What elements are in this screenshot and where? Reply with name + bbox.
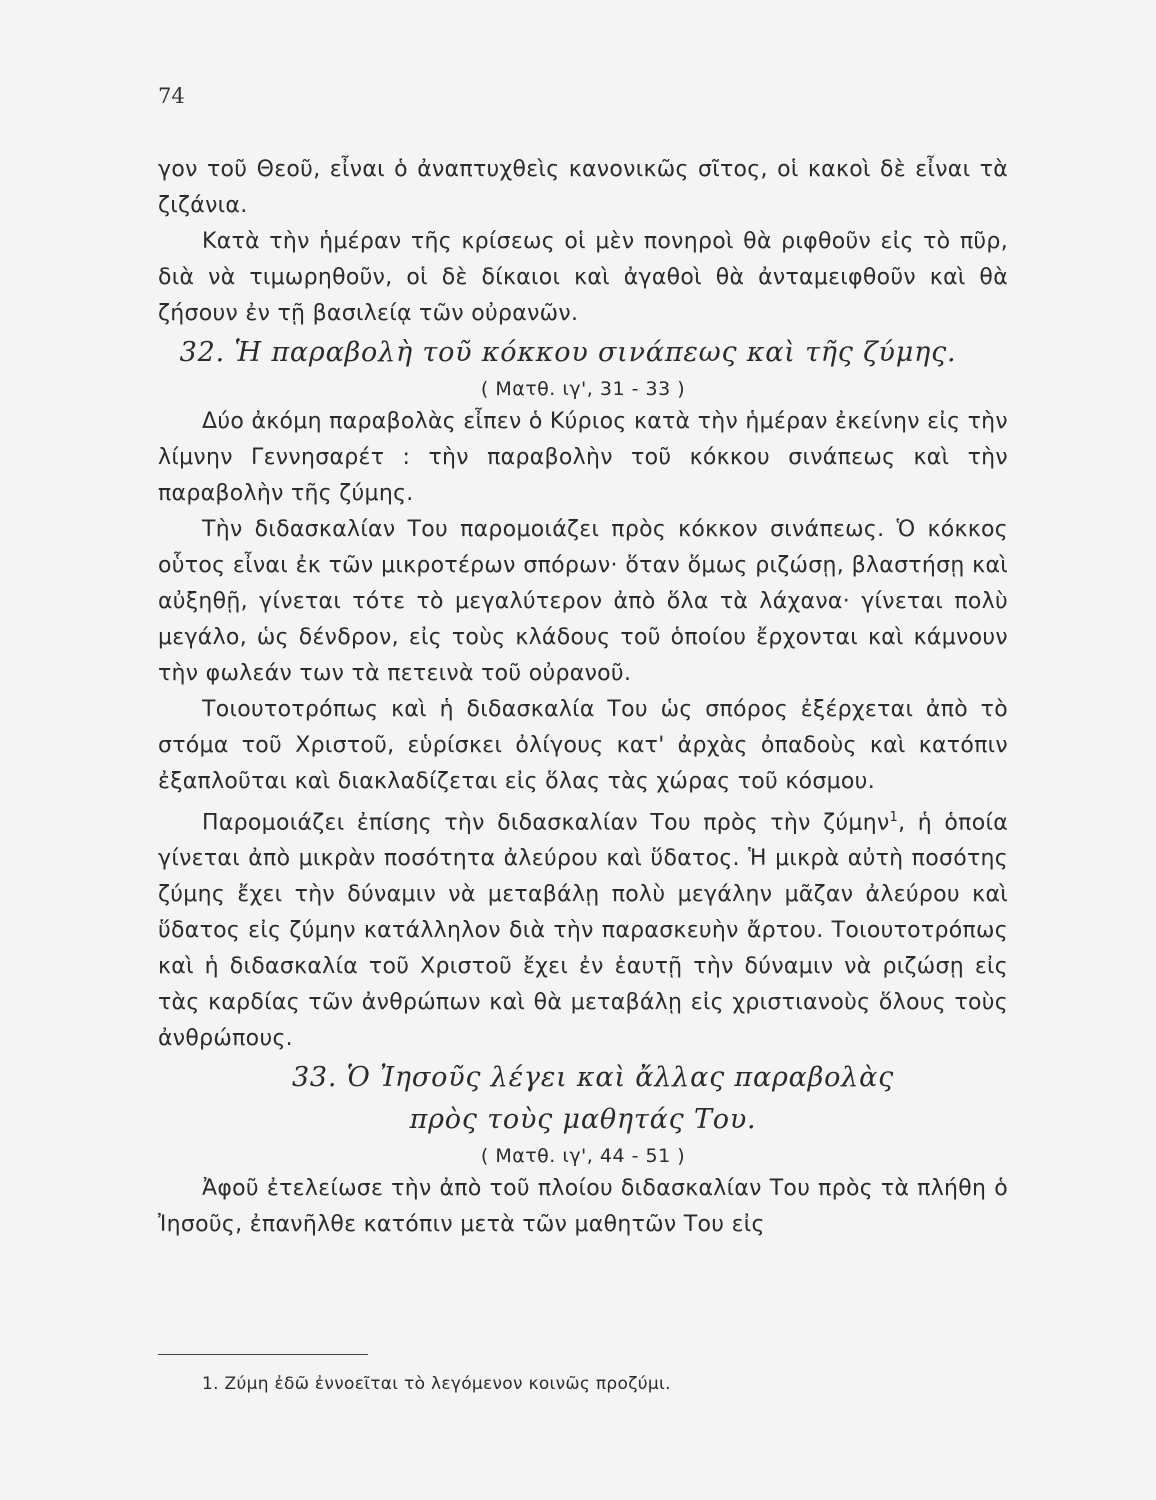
- page-body: [158, 152, 1008, 1243]
- paragraph-judgment: Κατὰ τὴν ἡμέραν τῆς κρίσεως οἱ μὲν πονηροὶ θὰ ριφθοῦν εἰς τὸ πῦρ, διὰ νὰ τιμωρηθοῦν, οἱ δὲ δίκαιοι καὶ ἀγαθοὶ θὰ ἀνταμειφθοῦν καὶ θὰ ζήσουν ἐν τῇ βασιλείᾳ τῶν οὐρανῶν.: [158, 229, 1008, 326]
- section-32-paragraph-4: [158, 800, 1008, 1057]
- paragraph-4-text-start: Παρομοιάζει ἐπίσης τὴν διδασκαλίαν Του πρὸς τὴν ζύμην: [202, 810, 890, 836]
- section-32-paragraph-3: Τοιουτοτρόπως καὶ ἡ διδασκαλία Του ὡς σπόρος ἐξέρχεται ἀπὸ τὸ στόμα τοῦ Χριστοῦ, εὑρίσκει ὀλίγους κατ' ἀρχὰς ὀπαδοὺς καὶ κατόπιν ἐξαπλοῦται καὶ διακλαδίζεται εἰς ὅλας τὰς χώρας τοῦ κόσμου.: [158, 697, 1008, 794]
- section-32-paragraph-1: Δύο ἀκόμη παραβολὰς εἶπεν ὁ Κύριος κατὰ τὴν ἡμέραν ἐκείνην εἰς τὴν λίμνην Γεννησαρέτ : τὴν παραβολὴν τοῦ κόκκου σινάπεως καὶ τὴν παραβολὴν τῆς ζύμης.: [158, 409, 1008, 506]
- paragraph-continuation: γον τοῦ Θεοῦ, εἶναι ὁ ἀναπτυχθεὶς κανονικῶς σῖτος, οἱ κακοὶ δὲ εἶναι τὰ ζιζάνια.: [158, 157, 1008, 218]
- section-32-reference: ( Ματθ. ιγ', 31 - 33 ): [480, 378, 686, 400]
- section-33-heading-line-1: 33. Ὁ Ἰησοῦς λέγει καὶ ἄλλας παραβολὰς: [291, 1062, 895, 1094]
- footnote-divider: [158, 1354, 368, 1355]
- section-32-heading: 32. Ἡ παραβολὴ τοῦ κόκκου σινάπεως καὶ τῆς ζύμης.: [179, 337, 957, 368]
- footnote: 1. Ζύμη ἐδῶ ἐννοεῖται τὸ λεγόμενον κοινῶς προζύμι.: [202, 1374, 671, 1394]
- page-number: 74: [158, 84, 185, 108]
- section-32-paragraph-2: Τὴν διδασκαλίαν Του παρομοιάζει πρὸς κόκκον σινάπεως. Ὁ κόκκος οὗτος εἶναι ἐκ τῶν μικροτέρων σπόρων· ὅταν ὅμως ριζώσῃ, βλαστήσῃ καὶ αὐξηθῇ, γίνεται τότε τὸ μεγαλύτερον ἀπὸ ὅλα τὰ λάχανα· γίνεται πολὺ μεγάλο, ὡς δένδρον, εἰς τοὺς κλάδους τοῦ ὁποίου ἔρχονται καὶ κάμνουν τὴν φωλεάν των τὰ πετεινὰ τοῦ οὐρανοῦ.: [158, 517, 1008, 686]
- section-33-reference: ( Ματθ. ιγ', 44 - 51 ): [480, 1145, 686, 1168]
- section-33-paragraph-1: Ἀφοῦ ἐτελείωσε τὴν ἀπὸ τοῦ πλοίου διδασκαλίαν Του πρὸς τὰ πλήθη ὁ Ἰησοῦς, ἐπανῆλθε κατόπιν μετὰ τῶν μαθητῶν Του εἰς: [158, 1176, 1008, 1238]
- footnote-marker: 1: [889, 810, 899, 825]
- paragraph-4-text-end: , ἡ ὁποία γίνεται ἀπὸ μικρὰν ποσότητα ἀλεύρου καὶ ὕδατος. Ἡ μικρὰ αὐτὴ ποσότης ζύμης ἔχει τὴν δύναμιν νὰ μεταβάλῃ πολὺ μεγάλην μᾶζαν ἀλεύρου καὶ ὕδατος εἰς ζύμην κατάλληλον διὰ τὴν παρασκευὴν ἄρτου. Τοιουτοτρόπως καὶ ἡ διδασκαλία τοῦ Χριστοῦ ἔχει ἐν ἑαυτῇ τὴν δύναμιν νὰ ριζώσῃ εἰς τὰς καρδίας τῶν ἀνθρώπων καὶ θὰ μεταβάλῃ εἰς χριστιανοὺς ὅλους τοὺς ἀνθρώπους.: [158, 810, 1009, 1052]
- section-33-heading-line-2: πρὸς τοὺς μαθητάς Του.: [409, 1104, 757, 1136]
